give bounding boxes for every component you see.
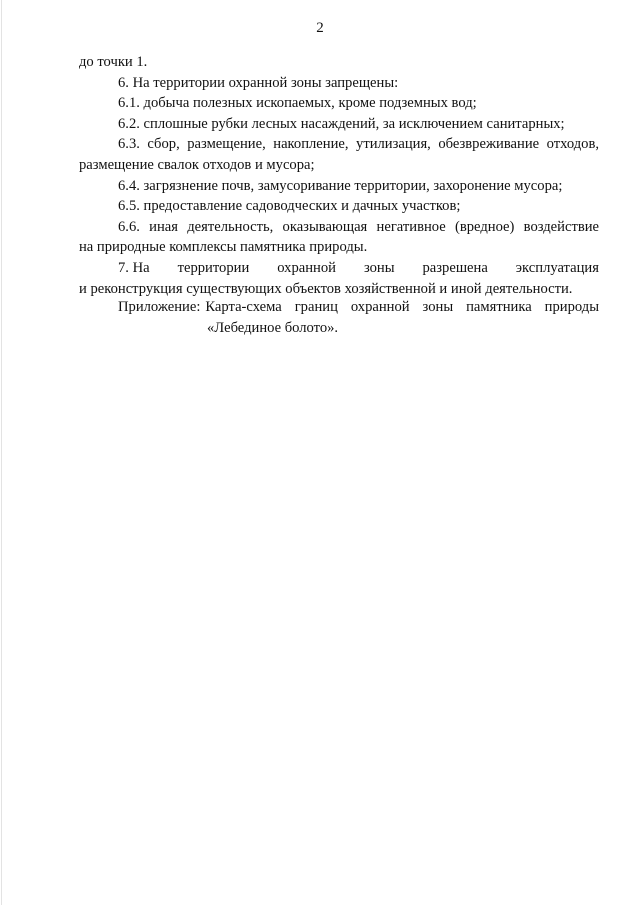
document-body [79, 52, 599, 299]
item-6-6-line-2: на природные комплексы памятника природы. [79, 239, 368, 256]
page-number: 2 [316, 20, 324, 36]
item-6-6-line-1: 6.6. иная деятельность, оказывающая негативное (вредное) воздействие [118, 218, 599, 235]
section-7-word: 7. На [118, 259, 150, 276]
section-7-word: территории [177, 259, 250, 276]
appendix-text-line-1: Карта-схема границ охранной зоны памятника природы [205, 299, 599, 315]
item-6-4: 6.4. загрязнение почв, замусоривание территории, захоронение мусора; [118, 177, 563, 194]
appendix-block [118, 297, 599, 338]
section-6-heading: 6. На территории охранной зоны запрещены: [118, 74, 399, 91]
section-7-line-2: и реконструкция существующих объектов хозяйственной и иной деятельности. [79, 280, 573, 297]
section-7-word: эксплуатация [515, 259, 599, 276]
item-6-1: 6.1. добыча полезных ископаемых, кроме подземных вод; [118, 95, 477, 112]
appendix-label: Приложение: [118, 299, 201, 315]
item-6-3-line-1: 6.3. сбор, размещение, накопление, утилизация, обезвреживание отходов, [118, 136, 599, 153]
scan-edge-line [1, 0, 2, 905]
section-7-word: разрешена [422, 259, 488, 276]
section-7-word: зоны [363, 259, 395, 276]
item-6-2: 6.2. сплошные рубки лесных насаждений, за исключением санитарных; [118, 115, 565, 132]
section-7-line-1 [79, 258, 599, 279]
item-6-3-line-2: размещение свалок отходов и мусора; [79, 156, 315, 173]
appendix-text-line-2: «Лебединое болото». [207, 319, 339, 336]
section-7-word: охранной [277, 259, 336, 276]
item-6-5: 6.5. предоставление садоводческих и дачных участков; [118, 198, 461, 215]
text-line-continuation: до точки 1. [79, 54, 148, 70]
